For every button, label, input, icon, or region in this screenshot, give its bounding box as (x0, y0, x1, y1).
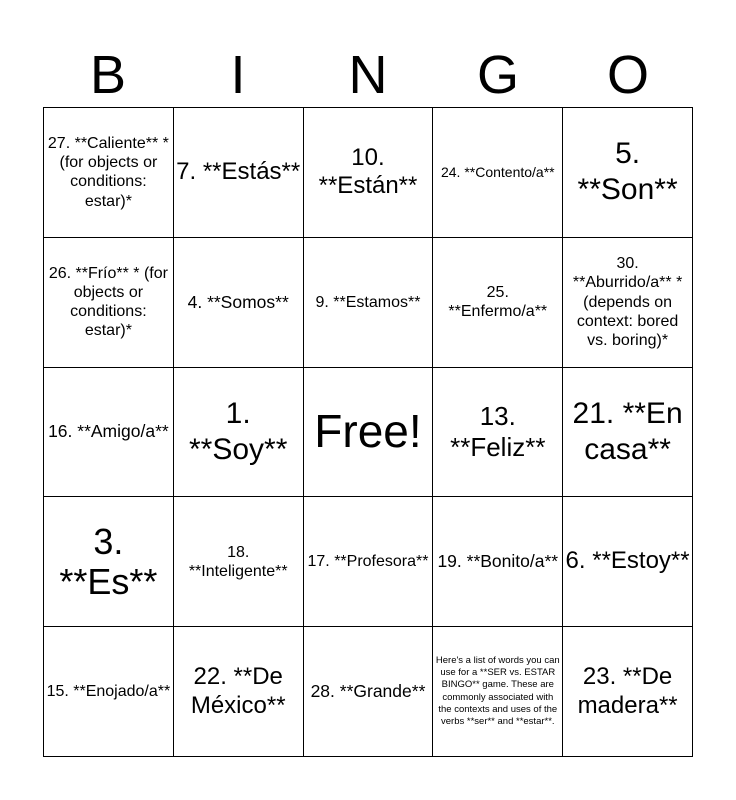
intro-text-cell: Here's a list of words you can use for a **SER vs. ESTAR BINGO** game. These are commonly associated with the contexts and uses of the verbs **ser** and **estar**. (433, 627, 563, 757)
header-letter-n: N (348, 45, 388, 105)
bingo-header (43, 44, 693, 106)
bingo-cell: 3. **Es** (44, 497, 174, 627)
bingo-cell: 18. **Inteligente** (174, 497, 304, 627)
bingo-cell: 24. **Contento/a** (433, 108, 563, 238)
bingo-cell: 27. **Caliente** * (for objects or conditions: estar)* (44, 108, 174, 238)
bingo-cell: 21. **En casa** (563, 368, 693, 498)
header-letter-i: I (230, 45, 246, 105)
header-letter-b: B (89, 45, 127, 105)
bingo-cell: 17. **Profesora** (304, 497, 434, 627)
bingo-cell: 30. **Aburrido/a** *(depends on context: bored vs. boring)* (563, 238, 693, 368)
bingo-card-grid (43, 107, 693, 757)
bingo-cell: 5. **Son** (563, 108, 693, 238)
bingo-cell: 10. **Están** (304, 108, 434, 238)
bingo-cell: 15. **Enojado/a** (44, 627, 174, 757)
bingo-cell: 1. **Soy** (174, 368, 304, 498)
bingo-cell: 7. **Estás** (174, 108, 304, 238)
bingo-cell: 22. **De México** (174, 627, 304, 757)
bingo-cell: 26. **Frío** * (for objects or conditions: estar)* (44, 238, 174, 368)
bingo-cell: 25. **Enfermo/a** (433, 238, 563, 368)
bingo-cell: 28. **Grande** (304, 627, 434, 757)
bingo-cell: 16. **Amigo/a** (44, 368, 174, 498)
header-letter-o: O (606, 45, 649, 105)
bingo-cell: 19. **Bonito/a** (433, 497, 563, 627)
bingo-cell: 23. **De madera** (563, 627, 693, 757)
bingo-cell: 9. **Estamos** (304, 238, 434, 368)
header-letter-g: G (476, 45, 519, 105)
free-space-cell: Free! (304, 368, 434, 498)
bingo-cell: 4. **Somos** (174, 238, 304, 368)
bingo-cell: 6. **Estoy** (563, 497, 693, 627)
bingo-cell: 13. **Feliz** (433, 368, 563, 498)
